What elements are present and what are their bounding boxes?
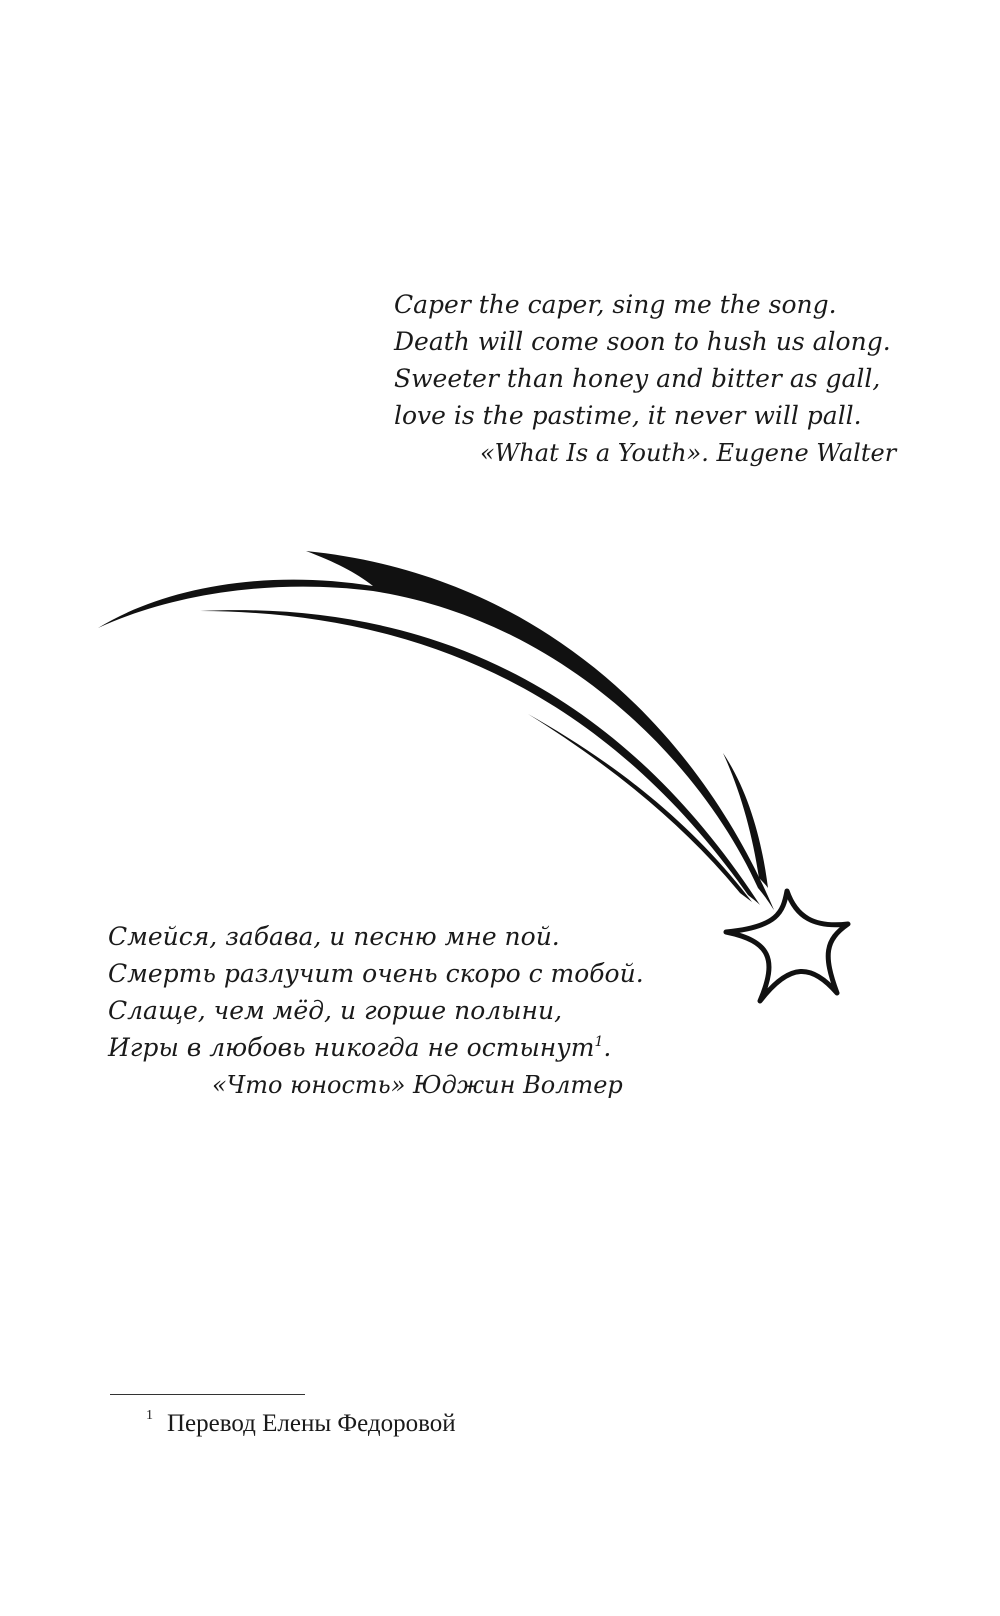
- footnote-text: Перевод Елены Федоровой: [167, 1410, 456, 1437]
- tail-stroke-middle: [200, 610, 760, 905]
- epigraph-ru-line-3: Слаще, чем мёд, и горше полыни,: [108, 996, 563, 1025]
- epigraph-ru-line-1: Смейся, забава, и песню мне пой.: [108, 922, 560, 951]
- english-epigraph: [394, 286, 896, 472]
- footnote-divider: [110, 1394, 305, 1395]
- epigraph-en-line-1: Caper the caper, sing me the song.: [394, 290, 837, 319]
- russian-epigraph: [108, 918, 644, 1104]
- epigraph-ru-line-2: Смерть разлучит очень скоро с тобой.: [108, 959, 644, 988]
- epigraph-ru-line-4: [108, 1029, 644, 1066]
- tail-stroke-short: [723, 753, 768, 888]
- epigraph-ru-attribution: «Что юность» Юджин Волтер: [212, 1071, 623, 1099]
- tail-stroke-lower: [528, 714, 752, 902]
- tail-stroke-upper: [98, 551, 774, 910]
- epigraph-en-line-2: Death will come soon to hush us along.: [394, 327, 891, 356]
- footnote: [146, 1408, 456, 1440]
- footnote-reference[interactable]: 1: [594, 1034, 604, 1050]
- epigraph-en-line-3: Sweeter than honey and bitter as gall,: [394, 364, 881, 393]
- epigraph-en-line-4: love is the pastime, it never will pall.: [394, 401, 862, 430]
- epigraph-en-attribution: «What Is a Youth». Eugene Walter: [480, 439, 897, 467]
- star-shape: [726, 891, 848, 1001]
- footnote-marker: 1: [146, 1408, 153, 1423]
- epigraph-ru-line-4-end: .: [603, 1033, 612, 1062]
- epigraph-ru-line-4-text: Игры в любовь никогда не остынут: [108, 1033, 595, 1062]
